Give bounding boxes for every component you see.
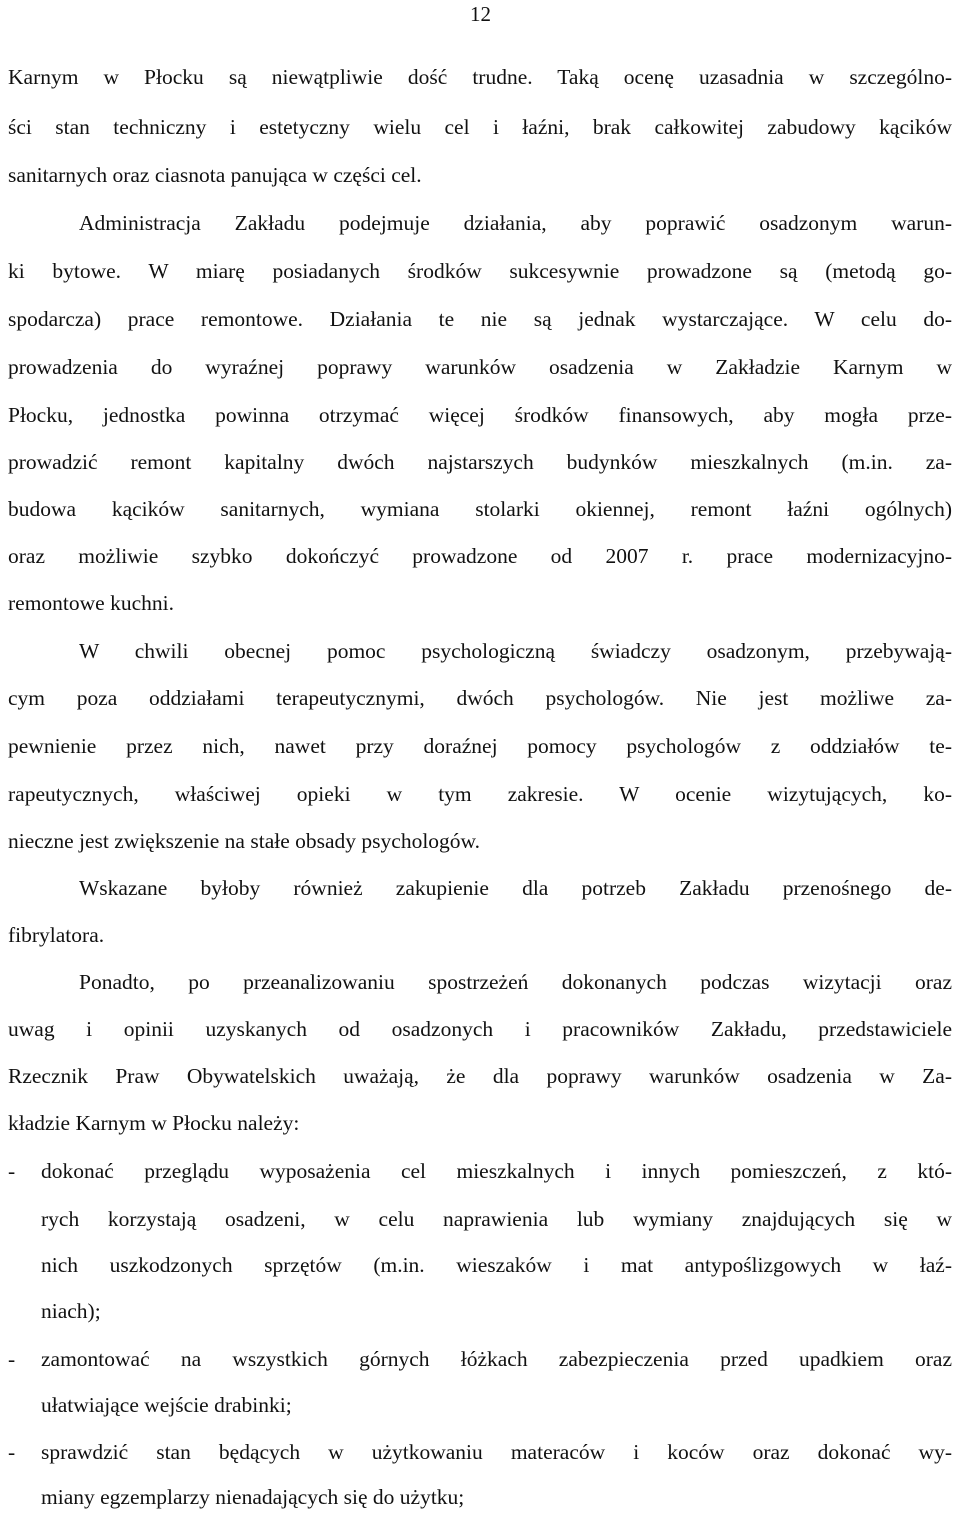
list-bullet: - — [8, 1347, 16, 1371]
text-line: ki bytowe. W miarę posiadanych środków sukcesywnie prowadzone są (metodą go- — [8, 259, 952, 283]
text-line: kładzie Karnym w Płocku należy: — [8, 1111, 300, 1135]
text-line: ułatwiające wejście drabinki; — [41, 1393, 292, 1417]
text-line: niach); — [41, 1299, 101, 1323]
text-line: remontowe kuchni. — [8, 591, 174, 615]
text-line: miany egzemplarzy nienadających się do użytku; — [41, 1485, 465, 1509]
text-line: rych korzystają osadzeni, w celu naprawienia lub wymiany znajdujących się w — [41, 1207, 952, 1231]
text-line: Karnym w Płocku są niewątpliwie dość trudne. Taką ocenę uzasadnia w szczególno- — [8, 65, 952, 89]
text-line: prowadzenia do wyraźnej poprawy warunków osadzenia w Zakładzie Karnym w — [8, 355, 952, 379]
text-line: Płocku, jednostka powinna otrzymać więcej środków finansowych, aby mogła prze- — [8, 403, 952, 427]
text-line: rapeutycznych, właściwej opieki w tym zakresie. W ocenie wizytujących, ko- — [8, 782, 952, 806]
list-bullet: - — [8, 1159, 16, 1183]
text-line: budowa kącików sanitarnych, wymiana stolarki okiennej, remont łaźni ogólnych) — [8, 497, 952, 521]
text-line: dokonać przeglądu wyposażenia cel mieszkalnych i innych pomieszczeń, z któ- — [41, 1159, 952, 1183]
text-line: W chwili obecnej pomoc psychologiczną świadczy osadzonym, przebywają- — [79, 639, 952, 663]
text-line: Administracja Zakładu podejmuje działania, aby poprawić osadzonym warun- — [79, 211, 952, 235]
list-bullet: - — [8, 1440, 16, 1464]
text-line: oraz możliwie szybko dokończyć prowadzone od 2007 r. prace modernizacyjno- — [8, 544, 952, 568]
text-line: Rzecznik Praw Obywatelskich uważają, że dla poprawy warunków osadzenia w Za- — [8, 1064, 952, 1088]
text-line: uwag i opinii uzyskanych od osadzonych i pracowników Zakładu, przedstawiciele — [8, 1017, 952, 1041]
text-line: nieczne jest zwiększenie na stałe obsady psychologów. — [8, 829, 481, 853]
text-line: pewnienie przez nich, nawet przy doraźnej pomocy psychologów z oddziałów te- — [8, 734, 952, 758]
text-line: Ponadto, po przeanalizowaniu spostrzeżeń dokonanych podczas wizytacji oraz — [79, 970, 952, 994]
text-line: ści stan techniczny i estetyczny wielu cel i łaźni, brak całkowitej zabudowy kącików — [8, 115, 952, 139]
text-line: sanitarnych oraz ciasnota panująca w części cel. — [8, 163, 422, 187]
text-line: cym poza oddziałami terapeutycznymi, dwóch psychologów. Nie jest możliwe za- — [8, 686, 952, 710]
text-line: prowadzić remont kapitalny dwóch najstarszych budynków mieszkalnych (m.in. za- — [8, 450, 952, 474]
text-line: zamontować na wszystkich górnych łóżkach zabezpieczenia przed upadkiem oraz — [41, 1347, 952, 1371]
text-line: sprawdzić stan będących w użytkowaniu materaców i koców oraz dokonać wy- — [41, 1440, 952, 1464]
text-line: nich uszkodzonych sprzętów (m.in. wieszaków i mat antypoślizgowych w łaź- — [41, 1253, 952, 1277]
page-number: 12 — [470, 2, 491, 26]
text-line: Wskazane byłoby również zakupienie dla potrzeb Zakładu przenośnego de- — [79, 876, 952, 900]
text-line: fibrylatora. — [8, 923, 105, 947]
text-line: spodarcza) prace remontowe. Działania te nie są jednak wystarczające. W celu do- — [8, 307, 952, 331]
